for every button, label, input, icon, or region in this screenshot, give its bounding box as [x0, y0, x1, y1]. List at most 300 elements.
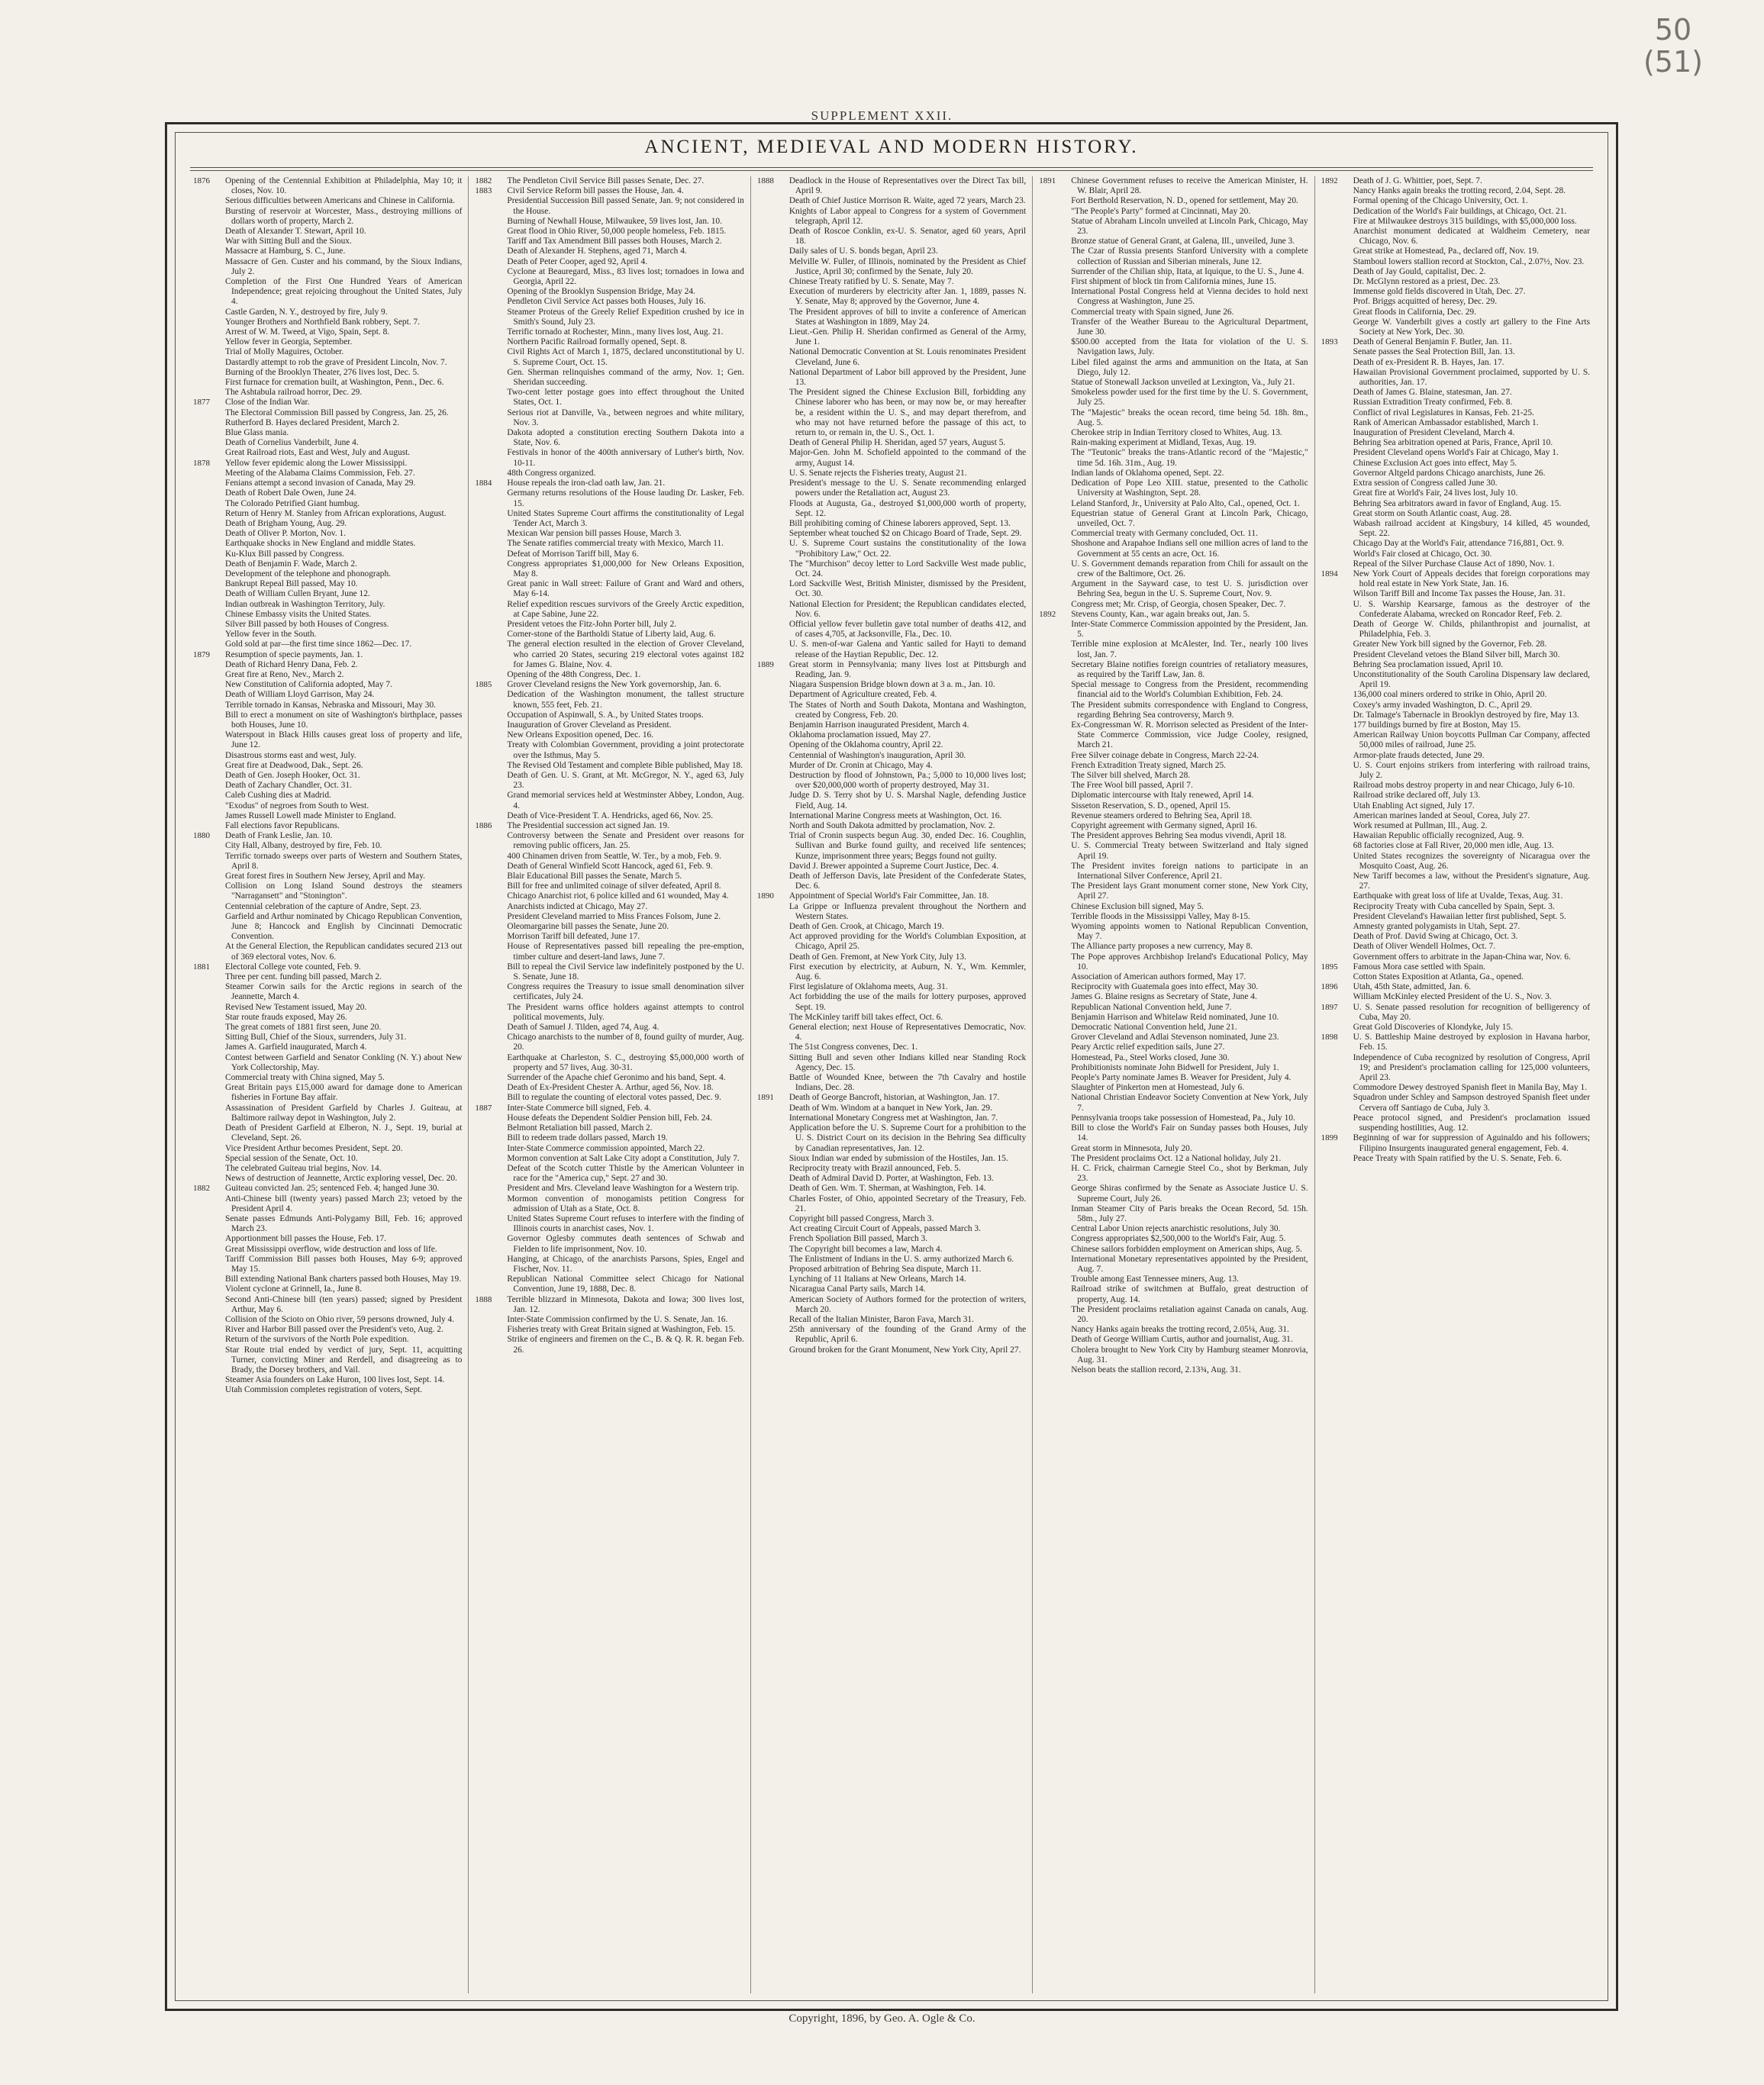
entry-year [475, 308, 507, 327]
entry-year [1039, 1275, 1071, 1284]
entry-year [475, 982, 507, 1002]
entry-text: Nelson beats the stallion record, 2.13¾, Aug. 31. [1071, 1365, 1241, 1374]
chronology-entry [757, 1184, 1026, 1194]
entry-text: President Cleveland married to Miss Frances Folsom, June 2. [507, 911, 721, 921]
entry-text: Great forest fires in Southern New Jersey, April and May. [225, 872, 426, 881]
entry-text: U. S. Government demands reparation from Chili for assault on the crew of the Baltimore, Oct. 26. [1071, 559, 1308, 578]
chronology-entry [193, 1275, 462, 1284]
chronology-entry [1039, 358, 1308, 378]
entry-text: Earthquake at Charleston, S. C., destroying $5,000,000 worth of property and 57 lives, Aug. 30-31. [507, 1052, 744, 1072]
entry-year [1321, 720, 1353, 730]
entry-text: Cholera brought to New York City by Hamburg steamer Monrovia, Aug. 31. [1071, 1345, 1308, 1365]
entry-text: Great storm in Minnesota, July 20. [1071, 1143, 1192, 1153]
entry-year: 1890 [756, 891, 774, 901]
chronology-entry [757, 1265, 1026, 1275]
chronology-entry [193, 529, 462, 539]
entry-year [193, 761, 225, 771]
entry-text: Peace protocol signed, and President's proclamation issued suspending hostilities, Aug. 12. [1353, 1113, 1591, 1133]
chronology-entry [1039, 680, 1308, 700]
entry-text: Serious riot at Danville, Va., between negroes and white military, Nov. 3. [507, 408, 744, 427]
chronology-entry [193, 176, 462, 196]
entry-year [475, 1315, 507, 1325]
chronology-entry [1039, 942, 1308, 952]
chronology-entry [475, 1194, 743, 1214]
entry-year [1321, 519, 1353, 539]
chronology-entry [1039, 751, 1308, 761]
chronology-entry [193, 1104, 462, 1123]
chronology-entry [1039, 529, 1308, 539]
entry-text: Death of Chief Justice Morrison R. Waite, aged 72 years, March 23. [788, 196, 1026, 206]
entry-text: James A. Garfield inaugurated, March 4. [225, 1042, 367, 1052]
chronology-entry [193, 761, 462, 771]
chronology-entry [475, 1033, 743, 1052]
entry-year [193, 660, 225, 670]
entry-year [475, 247, 507, 256]
chronology-entry [475, 1093, 743, 1103]
chronology-entry [1039, 1245, 1308, 1255]
entry-year [193, 277, 225, 308]
chronology-columns [187, 176, 1596, 1993]
entry-year [475, 891, 507, 901]
entry-year [193, 1335, 225, 1345]
entry-text: Death of Prof. David Swing at Chicago, Oct. 3. [1353, 932, 1518, 942]
chronology-entry [1321, 711, 1590, 720]
entry-year [193, 1214, 225, 1234]
entry-year [1321, 831, 1353, 841]
entry-text: Pendleton Civil Service Act passes both Houses, July 16. [507, 297, 706, 307]
entry-year [757, 1053, 789, 1073]
entry-year [1321, 640, 1353, 649]
entry-year [1321, 539, 1353, 549]
entry-text: Close of the Indian War. [225, 398, 310, 408]
entry-text: Castle Garden, N. Y., destroyed by fire, July 9. [225, 307, 388, 317]
chronology-entry [193, 630, 462, 640]
entry-year [193, 428, 225, 438]
entry-year [193, 912, 225, 943]
chronology-entry [193, 1295, 462, 1315]
entry-year [193, 1083, 225, 1103]
chronology-entry [193, 317, 462, 327]
entry-text: Death of George William Curtis, author and journalist, Aug. 31. [1071, 1335, 1293, 1345]
chronology-entry [1039, 1234, 1308, 1244]
entry-text: The Alliance party proposes a new currency, May 8. [1071, 942, 1253, 952]
entry-year [1321, 398, 1353, 408]
entry-text: Terrible blizzard in Minnesota, Dakota and Iowa; 300 lives lost, Jan. 12. [507, 1294, 744, 1314]
entry-text: Death of General Philip H. Sheridan, aged 57 years, August 5. [788, 438, 1006, 448]
entry-text: Terrific tornado at Rochester, Minn., many lives lost, Aug. 21. [507, 327, 724, 337]
entry-text: Governor Oglesby commutes death sentences of Schwab and Fielden to life imprisonment, Nov. 10. [507, 1234, 744, 1254]
chronology-entry [1321, 589, 1590, 599]
entry-text: Bill for free and unlimited coinage of silver defeated, April 8. [507, 881, 721, 891]
entry-year [475, 862, 507, 872]
entry-year [475, 1083, 507, 1093]
entry-year [193, 1174, 225, 1184]
chronology-entry [1039, 610, 1308, 620]
entry-year [193, 247, 225, 256]
entry-year [1321, 600, 1353, 620]
entry-text: Great Railroad riots, East and West, July and August. [225, 448, 411, 458]
chronology-entry [1321, 670, 1590, 690]
entry-year [757, 1255, 789, 1265]
entry-year [193, 821, 225, 831]
entry-year [1039, 972, 1071, 982]
chronology-entry [1321, 912, 1590, 922]
entry-year [193, 1013, 225, 1023]
entry-text: House of Representatives passed bill repealing the pre-emption, timber culture and desert-land laws, June 7. [507, 942, 744, 962]
chronology-entry [1039, 1335, 1308, 1345]
chronology-entry [193, 277, 462, 308]
entry-year [475, 640, 507, 670]
chronology-entry [1321, 388, 1590, 398]
chronology-entry [1039, 1083, 1308, 1093]
entry-year [475, 257, 507, 267]
entry-text: President Cleveland vetoes the Bland Silver bill, March 30. [1353, 649, 1560, 659]
entry-year [475, 711, 507, 720]
entry-text: Behring Sea arbitrators award in favor of England, Aug. 15. [1353, 498, 1562, 508]
chronology-entry [475, 872, 743, 881]
chronology-entry [1039, 509, 1308, 529]
entry-text: The "Teutonic" breaks the trans-Atlantic record of the "Majestic," time 5d. 16h. 31m., Aug. 19. [1071, 448, 1308, 468]
chronology-entry [193, 227, 462, 237]
entry-text: Trial of Cronin suspects begun Aug. 30, ended Dec. 16. Coughlin, Sullivan and Burke found guilty, and received life sentences; Kunze, imprisonment three years; Beggs found not guilty. [788, 831, 1027, 861]
chronology-entry [757, 660, 1026, 680]
chronology-entry [193, 448, 462, 458]
entry-year [757, 952, 789, 962]
entry-text: Commercial treaty with Spain signed, June 26. [1071, 307, 1234, 317]
chronology-entry [475, 488, 743, 508]
entry-text: The President warns office holders against attempts to control political movements, July. [507, 1002, 744, 1022]
chronology-entry [1321, 308, 1590, 317]
entry-text: Homestead, Pa., Steel Works closed, June 30. [1071, 1052, 1230, 1062]
chronology-entry [1321, 479, 1590, 488]
entry-year [757, 690, 789, 700]
entry-year [1321, 660, 1353, 670]
entry-text: Electoral College vote counted, Feb. 9. [225, 962, 361, 972]
entry-year [193, 549, 225, 559]
entry-text: Act approved providing for the World's Columbian Exposition, at Chicago, April 25. [788, 932, 1027, 952]
entry-year [1321, 277, 1353, 287]
entry-text: Ground broken for the Grant Monument, New York City, April 27. [788, 1345, 1021, 1355]
chronology-entry [1039, 378, 1308, 388]
entry-text: Chinese Treaty ratified by U. S. Senate, May 7. [788, 277, 954, 287]
chronology-entry [1321, 408, 1590, 418]
entry-year [757, 791, 789, 810]
chronology-entry [475, 559, 743, 579]
chronology-entry [193, 962, 462, 972]
chronology-entry [757, 1013, 1026, 1023]
entry-text: Earthquake shocks in New England and middle States. [225, 539, 416, 549]
chronology-entry [1039, 388, 1308, 408]
chronology-entry [1321, 600, 1590, 620]
entry-text: 400 Chinamen driven from Seattle, W. Ter., by a mob, Feb. 9. [507, 851, 721, 861]
entry-year [193, 317, 225, 327]
entry-text: Ku-Klux Bill passed by Congress. [225, 549, 344, 559]
entry-year [757, 701, 789, 720]
chronology-entry [1039, 701, 1308, 720]
chronology-entry [193, 781, 462, 791]
chronology-entry [475, 529, 743, 539]
chronology-entry [1039, 1224, 1308, 1234]
entry-text: Death of William Lloyd Garrison, May 24. [225, 690, 375, 700]
chronology-entry [1039, 247, 1308, 266]
chronology-entry [757, 1325, 1026, 1345]
chronology-entry [1039, 1123, 1308, 1143]
entry-year [1321, 761, 1353, 781]
entry-year [475, 912, 507, 922]
entry-text: Terrific tornado sweeps over parts of Western and Southern States, April 8. [225, 851, 463, 871]
entry-text: The Pope approves Archbishop Ireland's Educational Policy, May 10. [1071, 952, 1308, 972]
chronology-entry [475, 408, 743, 428]
entry-year [193, 438, 225, 448]
entry-year [1039, 1093, 1071, 1113]
entry-year [1321, 1093, 1353, 1113]
chronology-entry [1321, 186, 1590, 196]
chronology-entry [193, 509, 462, 519]
chronology-entry [1039, 992, 1308, 1002]
entry-text: Chinese Government refuses to receive the American Minister, H. W. Blair, April 28. [1071, 176, 1308, 196]
entry-text: Dedication of the World's Fair buildings, at Chicago, Oct. 21. [1353, 206, 1567, 216]
entry-text: Death of Robert Dale Owen, June 24. [225, 488, 356, 498]
chronology-entry [757, 831, 1026, 862]
entry-year [757, 207, 789, 227]
entry-year: 1883 [475, 186, 492, 196]
entry-text: World's Fair closed at Chicago, Oct. 30. [1353, 549, 1492, 559]
entry-text: Massacre at Hamburg, S. C., June. [225, 247, 346, 256]
entry-text: House defeats the Dependent Soldier Pension bill, Feb. 24. [507, 1113, 712, 1123]
entry-year [475, 227, 507, 237]
entry-text: Oleomargarine bill passes the Senate, June 20. [507, 922, 669, 932]
entry-text: Peary Arctic relief expedition sails, June 27. [1071, 1042, 1225, 1052]
entry-text: Argument in the Sayward case, to test U. S. jurisdiction over Behring Sea, begun in the U. S. Supreme Court, Nov. 9. [1071, 579, 1308, 599]
entry-text: Nancy Hanks again breaks the trotting record, 2.04, Sept. 28. [1353, 186, 1566, 196]
entry-year [193, 347, 225, 357]
chronology-entry [475, 761, 743, 771]
entry-year [1039, 1234, 1071, 1244]
entry-year [475, 1133, 507, 1143]
chronology-entry [1321, 1053, 1590, 1084]
entry-text: Railroad strike declared off, July 13. [1353, 791, 1481, 801]
chronology-entry [757, 791, 1026, 810]
entry-year [757, 1104, 789, 1113]
chronology-entry [475, 1123, 743, 1133]
entry-year [193, 610, 225, 620]
entry-text: Central Labor Union rejects anarchistic resolutions, July 30. [1071, 1224, 1281, 1234]
entry-year [475, 1275, 507, 1294]
entry-text: U. S. Warship Kearsarge, famous as the destroyer of the Confederate Alabama, wrecked on Roncador Reef, Feb. 2. [1353, 599, 1591, 619]
entry-year [757, 992, 789, 1012]
entry-text: Death of General Benjamin F. Butler, Jan. 11. [1353, 337, 1512, 347]
entry-year: 1897 [1321, 1002, 1338, 1012]
chronology-entry [1321, 1093, 1590, 1113]
entry-text: Bronze statue of General Grant, at Galena, Ill., unveiled, June 3. [1071, 237, 1295, 247]
entry-text: The States of North and South Dakota, Montana and Washington, created by Congress, Feb. 20. [788, 700, 1027, 720]
chronology-entry [193, 1053, 462, 1073]
entry-year [193, 589, 225, 599]
chronology-entry [1039, 801, 1308, 811]
chronology-entry [475, 852, 743, 862]
chronology-entry [193, 207, 462, 227]
chronology-entry [1321, 488, 1590, 498]
chronology-entry [757, 1104, 1026, 1113]
entry-text: Commercial treaty with China signed, May 5. [225, 1073, 385, 1083]
entry-text: United States recognizes the sovereignty of Nicaragua over the Mosquito Coast, Aug. 26. [1353, 851, 1591, 871]
entry-year [193, 1284, 225, 1294]
entry-year [193, 509, 225, 519]
entry-year [475, 690, 507, 710]
entry-year [193, 196, 225, 206]
chronology-entry [757, 1224, 1026, 1234]
chronology-entry [1039, 1093, 1308, 1113]
chronology-entry [193, 257, 462, 277]
entry-text: $500.00 accepted from the Itata for violation of the U. S. Navigation laws, July. [1071, 337, 1308, 357]
chronology-entry [757, 982, 1026, 992]
entry-year [1039, 701, 1071, 720]
entry-text: Anarchist monument dedicated at Waldheim Cemetery, near Chicago, Nov. 6. [1353, 227, 1591, 247]
entry-text: Famous Mora case settled with Spain. [1353, 962, 1485, 972]
entry-text: Civil Service Reform bill passes the House, Jan. 4. [507, 186, 684, 196]
entry-year: 1880 [193, 831, 210, 841]
chronology-entry [757, 1275, 1026, 1284]
copyright-notice: Copyright, 1896, by Geo. A. Ogle & Co. [788, 2012, 976, 2025]
entry-text: Great fire at Reno, Nev., March 2. [225, 669, 344, 679]
chronology-entry [475, 549, 743, 559]
entry-year [475, 1255, 507, 1275]
entry-year [193, 902, 225, 912]
entry-text: Death of J. G. Whittier, poet, Sept. 7. [1353, 176, 1482, 185]
entry-text: Great Mississippi overflow, wide destruction and loss of life. [225, 1244, 437, 1254]
entry-year [193, 488, 225, 498]
chronology-entry [757, 207, 1026, 227]
entry-year [1321, 499, 1353, 509]
entry-year: 1888 [756, 176, 774, 185]
page-number-primary: 50 [1654, 13, 1692, 47]
entry-text: At the General Election, the Republican candidates secured 213 out of 369 electoral votes, Nov. 6. [225, 942, 463, 962]
entry-year [475, 428, 507, 448]
entry-year [193, 368, 225, 378]
chronology-entry [475, 479, 743, 488]
entry-text: Death of Alexander H. Stephens, aged 71, March 4. [507, 247, 687, 256]
entry-text: National Department of Labor bill approved by the President, June 13. [788, 367, 1027, 388]
entry-year [193, 1144, 225, 1154]
entry-year [1039, 881, 1071, 901]
chronology-entry [1321, 962, 1590, 972]
chronology-entry [193, 852, 462, 872]
entry-year [475, 881, 507, 891]
chronology-entry [1039, 1063, 1308, 1073]
entry-year [193, 771, 225, 781]
entry-year [757, 720, 789, 730]
chronology-entry [193, 459, 462, 469]
entry-year [193, 1053, 225, 1073]
entry-year [193, 1042, 225, 1052]
entry-year [193, 690, 225, 700]
entry-text: New York Court of Appeals decides that foreign corporations may hold real estate in New York State, Jan. 16. [1353, 569, 1591, 589]
entry-year [757, 1123, 789, 1154]
entry-text: Murder of Dr. Cronin at Chicago, May 4. [788, 760, 933, 770]
entry-text: Death of Ex-President Chester A. Arthur, aged 56, Nov. 18. [507, 1083, 714, 1093]
chronology-entry [1321, 690, 1590, 700]
chronology-entry [1039, 1345, 1308, 1365]
entry-text: United States Supreme Court refuses to interfere with the finding of Illinois courts in anarchist cases, Nov. 1. [507, 1213, 744, 1234]
chronology-entry [193, 247, 462, 256]
entry-year [1039, 1042, 1071, 1052]
history-table-frame [165, 122, 1618, 2011]
entry-year [193, 337, 225, 347]
chronology-entry [757, 196, 1026, 206]
entry-text: Destruction by flood of Johnstown, Pa.; 5,000 to 10,000 lives lost; over $20,000,000 worth of property destroyed, May 31. [788, 770, 1027, 791]
entry-text: Rutherford B. Hayes declared President, March 2. [225, 417, 400, 427]
entry-year [757, 1345, 789, 1355]
chronology-entry [193, 942, 462, 962]
entry-year [475, 730, 507, 740]
entry-text: Official yellow fever bulletin gave total number of deaths 412, and of cases 4,705, at Jacksonville, Fla., Dec. 10. [788, 619, 1027, 640]
chronology-entry [193, 711, 462, 730]
chronology-entry [757, 1174, 1026, 1184]
entry-text: Commercial treaty with Germany concluded, Oct. 11. [1071, 529, 1258, 539]
chronology-entry [1039, 1275, 1308, 1284]
entry-text: Slaughter of Pinkerton men at Homestead, July 6. [1071, 1083, 1245, 1093]
entry-text: Inman Steamer City of Paris breaks the Ocean Record, 5d. 15h. 58m., July 27. [1071, 1204, 1308, 1223]
chronology-entry [1039, 277, 1308, 287]
entry-year [1039, 287, 1071, 307]
entry-text: H. C. Frick, chairman Carnegie Steel Co., shot by Berkman, July 23. [1071, 1163, 1308, 1184]
chronology-entry [193, 499, 462, 509]
entry-text: Garfield and Arthur nominated by Chicago Republican Convention, June 8; Hancock and English by Cincinnati Democratic Convention. [225, 911, 463, 942]
entry-year [193, 499, 225, 509]
entry-text: Terrible tornado in Kansas, Nebraska and Missouri, May 30. [225, 700, 436, 710]
entry-text: Democratic National Convention held, June 21. [1071, 1023, 1237, 1033]
entry-year [1039, 831, 1071, 841]
entry-year [1039, 1284, 1071, 1304]
entry-text: Grover Cleveland and Adlai Stevenson nominated, June 23. [1071, 1033, 1279, 1042]
chronology-entry [475, 1003, 743, 1023]
chronology-entry [475, 720, 743, 730]
entry-text: Nicaragua Canal Party sails, March 14. [788, 1284, 926, 1294]
entry-year [757, 811, 789, 821]
entry-text: Death of Vice-President T. A. Hendricks, aged 66, Nov. 25. [507, 810, 714, 820]
entry-year [193, 579, 225, 589]
entry-year [1039, 1184, 1071, 1204]
entry-text: Stevens County, Kan., war again breaks out, Jan. 5. [1071, 609, 1250, 619]
chronology-entry [475, 1053, 743, 1073]
chronology-entry [193, 1033, 462, 1042]
entry-year [1321, 388, 1353, 398]
entry-text: Great storm in Pennsylvania; many lives lost at Pittsburgh and Reading, Jan. 9. [788, 659, 1027, 679]
chronology-entry [757, 1295, 1026, 1315]
entry-year [1321, 781, 1353, 791]
entry-text: Knights of Labor appeal to Congress for a system of Government telegraph, April 12. [788, 206, 1027, 226]
chronology-entry [757, 176, 1026, 196]
entry-text: Work resumed at Pullman, Ill., Aug. 2. [1353, 821, 1488, 830]
entry-text: Commodore Dewey destroyed Spanish fleet in Manila Bay, May 1. [1353, 1083, 1588, 1093]
entry-year [757, 922, 789, 932]
entry-year [1039, 821, 1071, 831]
entry-text: Rain-making experiment at Midland, Texas, Aug. 19. [1071, 438, 1256, 448]
chronology-entry [1039, 620, 1308, 640]
chronology-entry [1321, 650, 1590, 660]
entry-year [1039, 509, 1071, 529]
entry-year [475, 1073, 507, 1083]
entry-text: The great comets of 1881 first seen, June 20. [225, 1023, 382, 1033]
entry-text: Utah Enabling Act signed, July 17. [1353, 801, 1475, 810]
entry-text: The Electoral Commission Bill passed by Congress, Jan. 25, 26. [225, 408, 449, 417]
entry-year: 1888 [475, 1294, 492, 1304]
chronology-entry [757, 1284, 1026, 1294]
entry-text: Bill to repeal the Civil Service law indefinitely postponed by the U. S. Senate, June 18. [507, 962, 744, 982]
entry-text: Centennial of Washington's inauguration, April 30. [788, 750, 966, 760]
entry-text: Steamer Corwin sails for the Arctic regions in search of the Jeannette, March 4. [225, 982, 463, 1002]
entry-text: Disastrous storms east and west, July. [225, 750, 356, 760]
